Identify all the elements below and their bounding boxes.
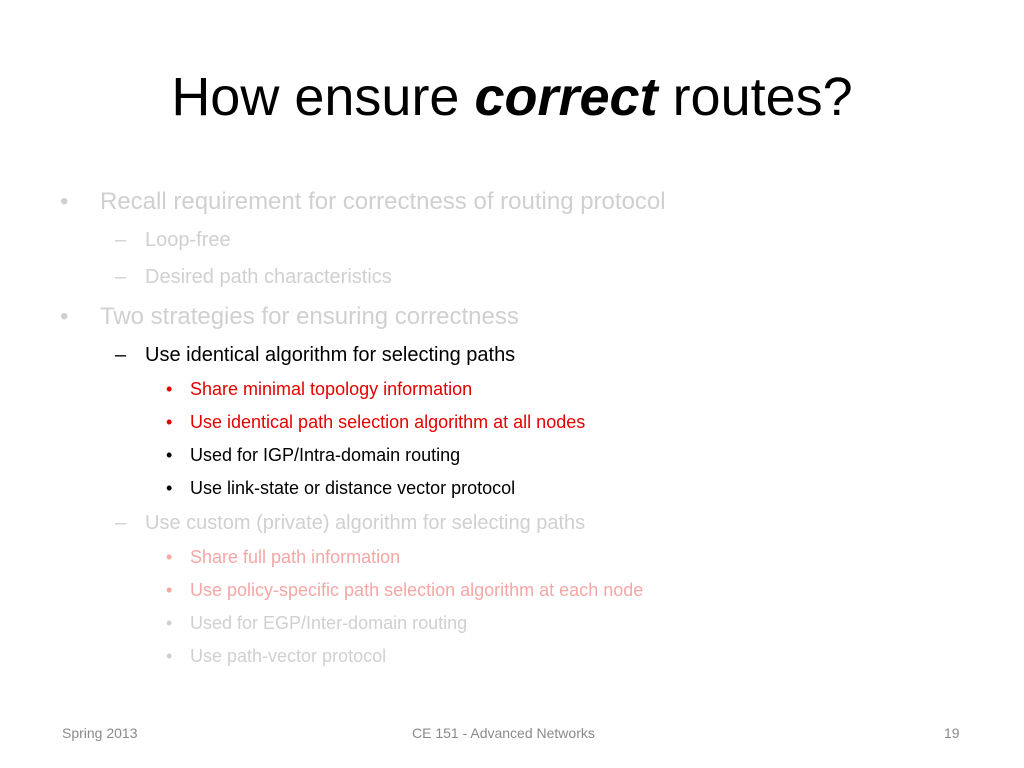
bullet-text: Share minimal topology information	[190, 379, 473, 399]
bullet-share-minimal	[166, 377, 473, 401]
bullet-text: Recall requirement for correctness of routing protocol	[100, 188, 666, 215]
bullet-policy-specific	[166, 578, 644, 602]
bullet-identical-algorithm	[115, 342, 516, 368]
title-text-before: How ensure	[171, 67, 475, 127]
bullet-text: Used for IGP/Intra-domain routing	[190, 445, 461, 465]
bullet-text: Use link-state or distance vector protocol	[190, 478, 516, 498]
bullet-path-vector	[166, 644, 387, 668]
footer-page-number: 19	[944, 725, 960, 741]
bullet-marker: •	[166, 478, 173, 498]
bullet-marker: •	[166, 547, 173, 567]
bullet-used-for-igp	[166, 443, 461, 467]
bullet-text: Use identical algorithm for selecting paths	[145, 344, 516, 366]
bullet-loop-free	[115, 227, 231, 253]
bullet-text: Share full path information	[190, 547, 401, 567]
dash-marker: –	[115, 229, 127, 251]
bullet-marker: •	[60, 303, 69, 330]
bullet-text: Loop-free	[145, 229, 231, 251]
bullet-marker: •	[166, 646, 173, 666]
bullet-two-strategies	[60, 302, 519, 332]
bullet-text: Use path-vector protocol	[190, 646, 387, 666]
footer-date: Spring 2013	[62, 725, 138, 741]
bullet-text: Used for EGP/Inter-domain routing	[190, 613, 468, 633]
bullet-share-full-path	[166, 545, 401, 569]
bullet-marker: •	[166, 613, 173, 633]
bullet-text: Use custom (private) algorithm for selecting paths	[145, 512, 586, 534]
bullet-desired-path	[115, 264, 392, 290]
title-emphasis: correct	[474, 67, 658, 127]
bullet-text: Use identical path selection algorithm at all nodes	[190, 412, 586, 432]
bullet-identical-path-selection	[166, 410, 586, 434]
bullet-text: Desired path characteristics	[145, 266, 392, 288]
bullet-marker: •	[166, 379, 173, 399]
bullet-recall-requirement	[60, 187, 666, 217]
title-text-after: routes?	[657, 67, 853, 127]
dash-marker: –	[115, 344, 127, 366]
bullet-custom-algorithm	[115, 510, 586, 536]
bullet-marker: •	[60, 188, 69, 215]
bullet-link-state	[166, 476, 516, 500]
bullet-used-for-egp	[166, 611, 468, 635]
dash-marker: –	[115, 266, 127, 288]
bullet-marker: •	[166, 412, 173, 432]
bullet-text: Two strategies for ensuring correctness	[100, 303, 519, 330]
bullet-marker: •	[166, 445, 173, 465]
dash-marker: –	[115, 512, 127, 534]
bullet-text: Use policy-specific path selection algorithm at each node	[190, 580, 644, 600]
footer-course: CE 151 - Advanced Networks	[412, 725, 595, 741]
slide-title	[0, 62, 1024, 132]
bullet-marker: •	[166, 580, 173, 600]
